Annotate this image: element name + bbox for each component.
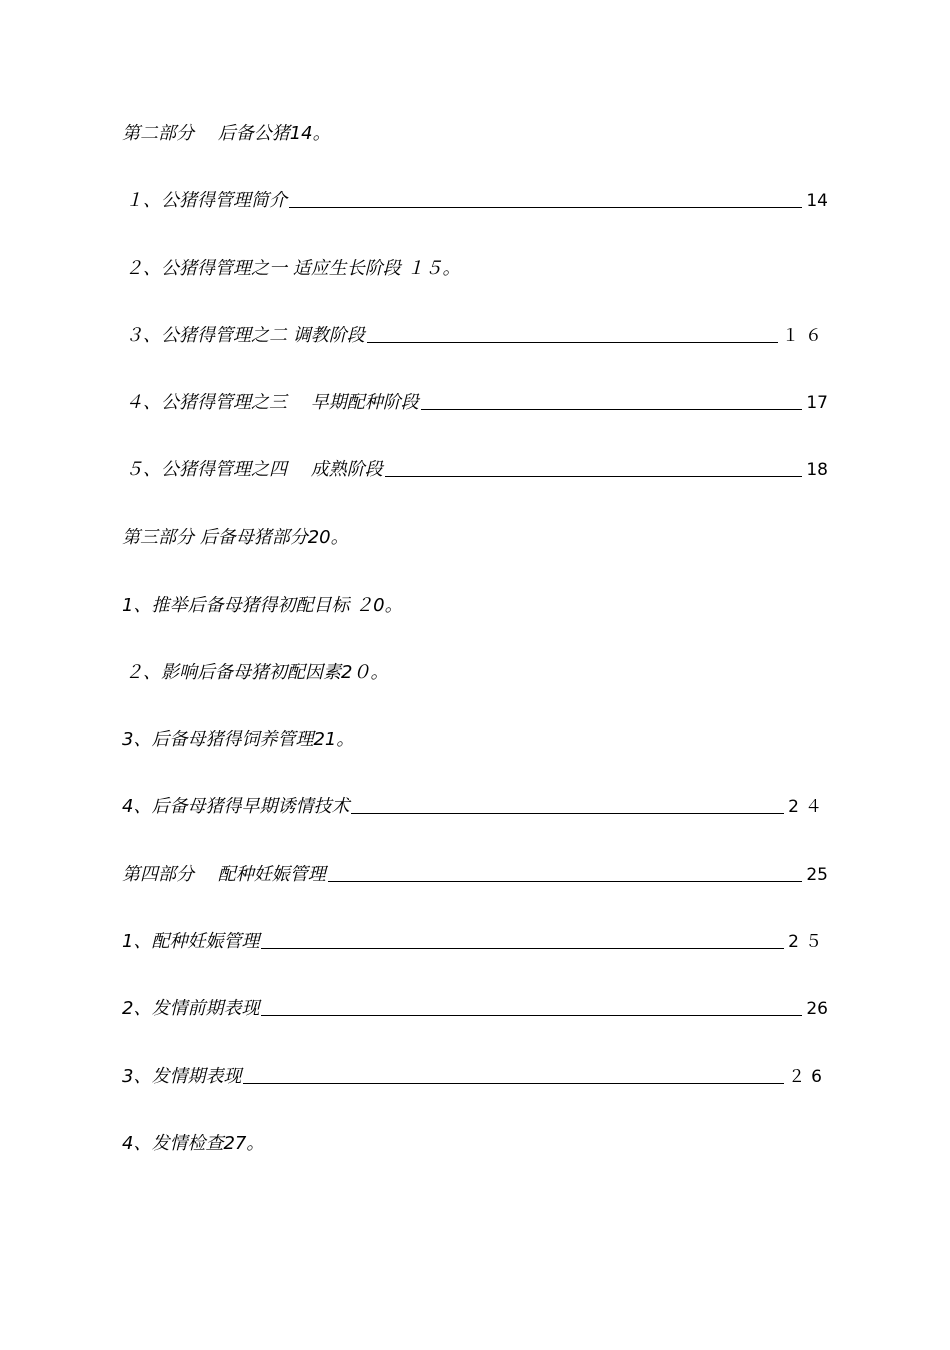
dot-leader: [261, 947, 784, 949]
toc-label: 4、发情检查27。: [122, 1133, 265, 1154]
toc-label: ４、公猪得管理之三 早期配种阶段: [125, 392, 419, 413]
dot-leader: [328, 880, 803, 882]
toc-item-2-5[interactable]: [125, 451, 828, 481]
toc-page-number: 26: [806, 999, 828, 1019]
dot-leader: [385, 475, 803, 477]
toc-label: ５、公猪得管理之四 成熟阶段: [125, 459, 383, 480]
toc-page-number: 17: [806, 393, 828, 413]
toc-section-2[interactable]: [122, 115, 828, 145]
toc-label: 2、发情前期表现: [122, 998, 260, 1019]
toc-page-number: １６: [782, 326, 828, 346]
toc-label: ３、公猪得管理之二 调教阶段: [125, 325, 365, 346]
toc-label: ２、影响后备母猪初配因素2０。: [125, 662, 389, 683]
toc-item-3-2[interactable]: [125, 654, 828, 684]
dot-leader: [243, 1082, 784, 1084]
toc-page-number: 25: [806, 865, 828, 885]
toc-label: 1、推举后备母猪得初配目标 ２0。: [122, 595, 403, 616]
toc-label: ２、公猪得管理之一 适应生长阶段 １５。: [125, 258, 461, 279]
toc-item-2-1[interactable]: [125, 182, 828, 212]
toc-page-number: 2４: [788, 797, 828, 817]
toc-item-3-1[interactable]: [122, 587, 828, 617]
toc-item-4-4[interactable]: [122, 1125, 828, 1155]
toc-section-4[interactable]: [122, 856, 828, 886]
toc-item-3-3[interactable]: [122, 721, 828, 751]
dot-leader: [289, 206, 802, 208]
toc-item-2-3[interactable]: [125, 317, 828, 347]
toc-item-2-4[interactable]: [125, 384, 828, 414]
toc-label: 3、发情期表现: [122, 1066, 242, 1087]
toc-section-3[interactable]: [122, 519, 828, 549]
dot-leader: [351, 812, 784, 814]
toc-label: 4、后备母猪得早期诱情技术: [122, 796, 350, 817]
toc-item-4-1[interactable]: [122, 923, 828, 953]
toc-item-4-3[interactable]: [122, 1058, 828, 1088]
dot-leader: [261, 1014, 802, 1016]
toc-label: 第二部分 后备公猪14。: [122, 123, 331, 144]
toc-page-number: 2５: [788, 932, 828, 952]
toc-label: １、公猪得管理简介: [125, 190, 287, 211]
toc-label: 1、配种妊娠管理: [122, 931, 260, 952]
toc-item-3-4[interactable]: [122, 788, 828, 818]
dot-leader: [367, 341, 778, 343]
toc-label: 第四部分 配种妊娠管理: [122, 864, 326, 885]
toc-label: 第三部分 后备母猪部分20。: [122, 527, 349, 548]
toc-page-number: 18: [806, 460, 828, 480]
toc-page-number: 14: [806, 191, 828, 211]
toc-label: 3、后备母猪得饲养管理21。: [122, 729, 355, 750]
dot-leader: [421, 408, 803, 410]
toc-item-2-2[interactable]: [125, 250, 828, 280]
toc-item-4-2[interactable]: [122, 990, 828, 1020]
toc-page-number: ２6: [788, 1067, 828, 1087]
